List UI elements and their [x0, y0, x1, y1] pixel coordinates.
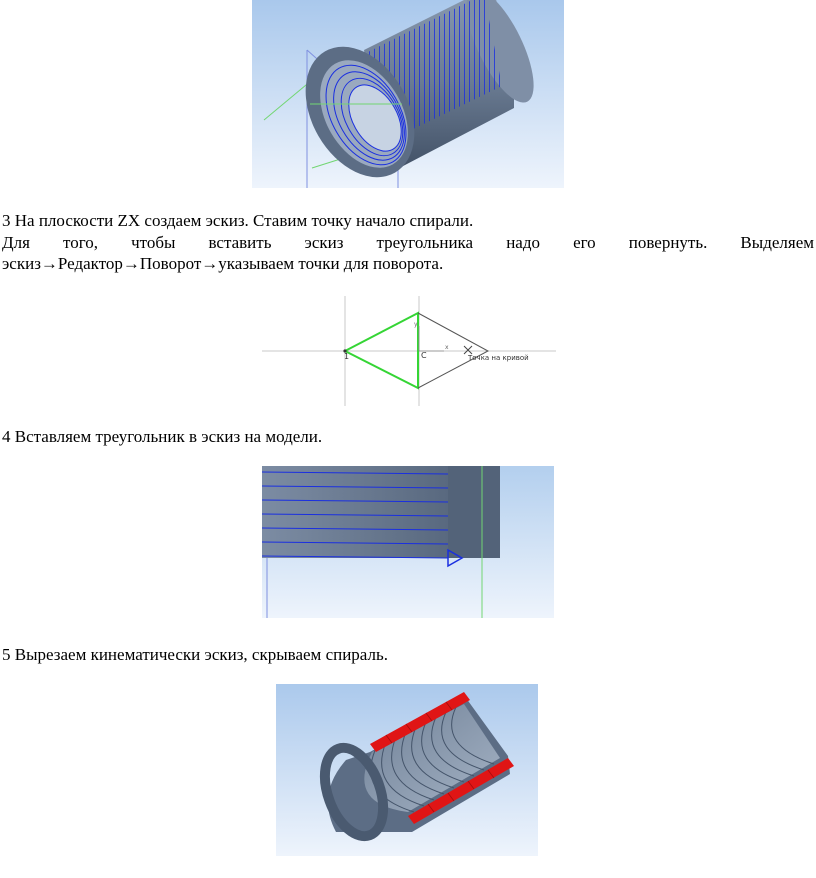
model-section-render	[262, 466, 554, 618]
helix-cylinder-figure	[252, 0, 564, 188]
axis-x-label: x	[445, 344, 449, 351]
point-1-label: 1	[344, 352, 350, 361]
model-section-figure	[262, 466, 554, 618]
point-c-label: C	[421, 351, 427, 360]
axis-y-label: y	[414, 321, 418, 328]
step-5-text: 5 Вырезаем кинематически эскиз, скрываем спираль.	[2, 645, 388, 664]
step-4-text: 4 Вставляем треугольник в эскиз на модели.	[2, 427, 323, 446]
threaded-sleeve-figure	[276, 684, 538, 856]
curve-point-label: Точка на кривой	[468, 354, 529, 362]
helix-cylinder-render	[252, 0, 564, 188]
step-3-text: 3 На плоскости ZX создаем эскиз. Ставим точку начало спирали.	[2, 211, 474, 230]
rotate-instructions-text: Для того, чтобы вставить эскиз треугольника надо его повернуть. Выделяем эскиз→Редактор→Поворот→указываем точки для поворота.	[2, 233, 814, 273]
sketch-render	[262, 296, 556, 406]
threaded-sleeve-render	[276, 684, 538, 856]
sketch-triangle-figure	[262, 296, 556, 406]
